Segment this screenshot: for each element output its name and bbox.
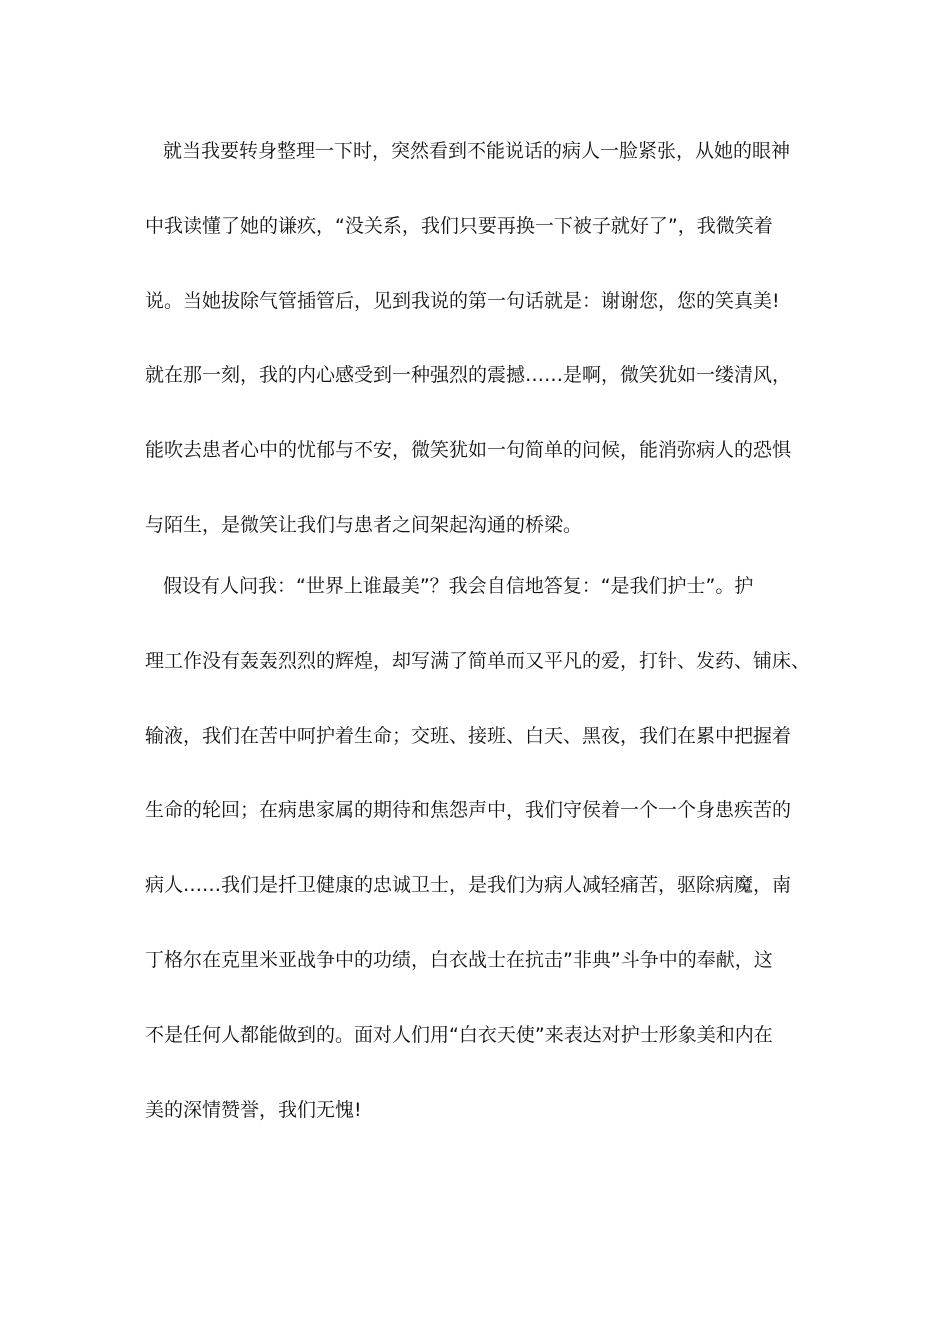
paragraph-2-line-8: 美的深情赞誉，我们无愧! xyxy=(145,1099,362,1121)
paragraph-2-line-6: 丁格尔在克里米亚战争中的功绩，白衣战士在抗击”非典”斗争中的奉献，这 xyxy=(145,949,773,971)
paragraph-1-line-4: 就在那一刻，我的内心感受到一种强烈的震撼……是啊，微笑犹如一缕清风， xyxy=(145,364,792,386)
paragraph-2-line-2: 理工作没有轰轰烈烈的辉煌，却写满了简单而又平凡的爱，打针、发药、铺床、 xyxy=(145,650,811,672)
paragraph-2-line-7: 不是任何人都能做到的。面对人们用“白衣天使”来表达对护士形象美和内在 xyxy=(145,1024,773,1046)
paragraph-1-line-3: 说。当她拔除气管插管后，见到我说的第一句话就是：谢谢您，您的笑真美! xyxy=(145,290,780,312)
paragraph-1-line-6: 与陌生，是微笑让我们与患者之间架起沟通的桥梁。 xyxy=(145,514,583,536)
paragraph-2-line-3: 输液，我们在苦中呵护着生命；交班、接班、白天、黑夜，我们在累中把握着 xyxy=(145,725,792,747)
paragraph-1-line-1: 就当我要转身整理一下时，突然看到不能说话的病人一脸紧张，从她的眼神 xyxy=(163,140,791,162)
paragraph-1-line-2: 中我读懂了她的谦疚，“没关系，我们只要再换一下被子就好了”，我微笑着 xyxy=(145,215,773,237)
paragraph-2-line-5: 病人……我们是扦卫健康的忠诚卫士，是我们为病人减轻痛苦，驱除病魔，南 xyxy=(145,874,792,896)
paragraph-2-line-1: 假设有人问我：“世界上谁最美”？我会自信地答复：“是我们护士”。护 xyxy=(163,575,754,597)
paragraph-2-line-4: 生命的轮回；在病患家属的期待和焦怨声中，我们守侯着一个一个身患疾苦的 xyxy=(145,799,792,821)
paragraph-1-line-5: 能吹去患者心中的忧郁与不安，微笑犹如一句简单的问候，能消弥病人的恐惧 xyxy=(145,439,792,461)
